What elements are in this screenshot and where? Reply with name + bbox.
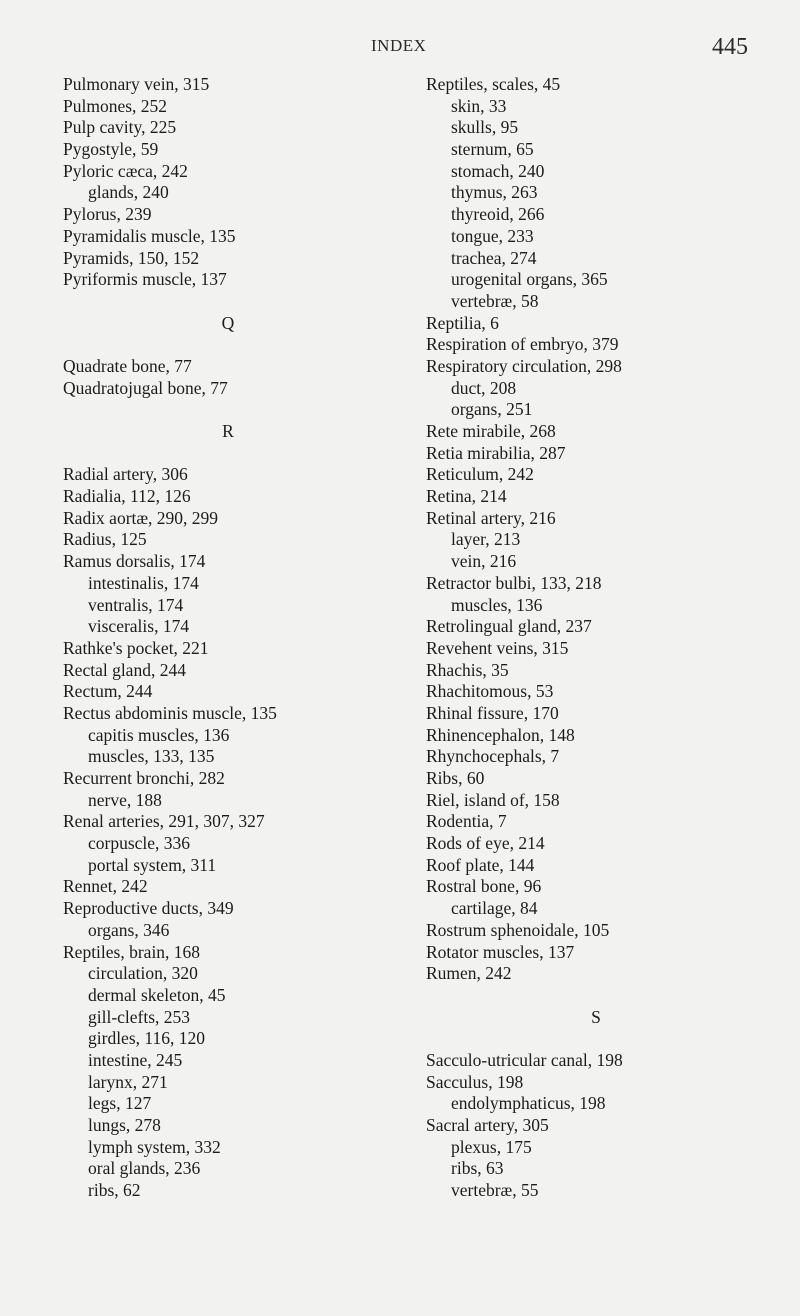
index-subentry: capitis muscles, 136 [88, 724, 230, 745]
index-column-left [63, 74, 393, 1202]
index-entry: Retrolingual gland, 237 [426, 616, 592, 637]
index-entry: Rennet, 242 [63, 876, 148, 897]
index-entry: Rectum, 244 [63, 681, 153, 702]
index-entry: Reptiles, brain, 168 [63, 941, 201, 962]
index-entry: Pyriformis muscle, 137 [63, 269, 227, 290]
index-entry: Sacculus, 198 [426, 1071, 524, 1092]
section-letter-heading: Q [221, 312, 235, 333]
index-entry: Rete mirabile, 268 [426, 421, 556, 441]
index-entry: Sacral artery, 305 [426, 1115, 549, 1135]
index-entry: Rathke's pocket, 221 [63, 637, 209, 658]
index-subentry: cartilage, 84 [451, 898, 538, 919]
index-entry: Rhynchocephals, 7 [426, 746, 560, 767]
index-entry: Rotator muscles, 137 [426, 941, 575, 962]
index-entry: Pylorus, 239 [63, 204, 152, 225]
index-entry: Pyloric cæca, 242 [63, 160, 188, 181]
index-entry: Riel, island of, 158 [426, 789, 560, 810]
index-entry: Radius, 125 [63, 529, 147, 550]
index-subentry: ribs, 63 [451, 1158, 504, 1179]
index-entry: Rhinencephalon, 148 [426, 724, 575, 745]
index-subentry: muscles, 133, 135 [88, 746, 215, 767]
index-subentry: intestine, 245 [88, 1049, 183, 1070]
index-subentry: legs, 127 [88, 1093, 152, 1114]
index-subentry: thymus, 263 [451, 182, 538, 203]
index-entry: Pygostyle, 59 [63, 139, 159, 160]
index-subentry: organs, 251 [451, 399, 533, 420]
index-subentry: tongue, 233 [451, 225, 534, 246]
index-subentry: dermal skeleton, 45 [88, 984, 226, 1005]
index-subentry: vertebræ, 55 [451, 1180, 539, 1201]
index-entry: Revehent veins, 315 [426, 637, 569, 658]
index-subentry: intestinalis, 174 [88, 572, 199, 593]
page-number: 445 [712, 34, 748, 60]
index-entry: Reptilia, 6 [426, 312, 499, 333]
index-subentry: organs, 346 [88, 919, 170, 940]
index-entry: Reproductive ducts, 349 [63, 898, 234, 919]
index-subentry: circulation, 320 [88, 963, 198, 984]
index-entry: Pulmonary vein, 315 [63, 74, 210, 94]
index-entry: Rhinal fissure, 170 [426, 702, 559, 723]
index-subentry: sternum, 65 [451, 139, 534, 160]
index-entry: Rectal gland, 244 [63, 659, 186, 680]
index-entry: Pyramids, 150, 152 [63, 247, 200, 268]
index-subentry: girdles, 116, 120 [88, 1028, 205, 1049]
index-entry: Retinal artery, 216 [426, 507, 556, 528]
page-header [0, 34, 800, 64]
index-subentry: skin, 33 [451, 95, 507, 116]
index-entry: Retractor bulbi, 133, 218 [426, 572, 602, 593]
index-entry: Radial artery, 306 [63, 464, 188, 485]
index-entry: Rumen, 242 [426, 963, 512, 984]
section-letter-heading: S [591, 1006, 601, 1027]
index-entry: Respiratory circulation, 298 [426, 355, 622, 376]
index-entry: Rhachitomous, 53 [426, 681, 554, 702]
index-entry: Ramus dorsalis, 174 [63, 551, 206, 572]
index-subentry: larynx, 271 [88, 1071, 168, 1092]
index-subentry: thyreoid, 266 [451, 204, 545, 225]
index-subentry: layer, 213 [451, 529, 521, 550]
index-entry: Reptiles, scales, 45 [426, 74, 561, 94]
index-subentry: glands, 240 [88, 182, 169, 203]
index-subentry: vertebræ, 58 [451, 290, 539, 311]
index-subentry: trachea, 274 [451, 247, 537, 268]
index-entry: Respiration of embryo, 379 [426, 334, 619, 355]
index-entry: Retina, 214 [426, 486, 507, 507]
index-subentry: oral glands, 236 [88, 1158, 201, 1179]
index-entry: Retia mirabilia, 287 [426, 442, 566, 463]
index-entry: Rectus abdominis muscle, 135 [63, 702, 277, 723]
index-subentry: urogenital organs, 365 [451, 269, 608, 290]
index-subentry: corpuscle, 336 [88, 833, 191, 854]
index-subentry: nerve, 188 [88, 789, 162, 810]
index-subentry: visceralis, 174 [88, 616, 190, 637]
index-entry: Quadrate bone, 77 [63, 355, 192, 376]
index-entry: Sacculo-utricular canal, 198 [426, 1049, 623, 1070]
index-entry: Rostrum sphenoidale, 105 [426, 919, 610, 940]
index-entry: Recurrent bronchi, 282 [63, 768, 225, 788]
index-subentry: vein, 216 [451, 551, 517, 572]
index-entry: Rods of eye, 214 [426, 833, 545, 854]
section-letter-heading: R [222, 421, 234, 441]
index-column-right [426, 74, 766, 1202]
index-subentry: lungs, 278 [88, 1115, 161, 1135]
index-entry: Rostral bone, 96 [426, 876, 542, 897]
running-header-title: INDEX [371, 36, 427, 55]
index-subentry: skulls, 95 [451, 117, 519, 138]
index-entry: Rhachis, 35 [426, 659, 509, 680]
index-entry: Reticulum, 242 [426, 464, 534, 485]
index-subentry: plexus, 175 [451, 1136, 532, 1157]
index-entry: Roof plate, 144 [426, 854, 535, 875]
index-subentry: stomach, 240 [451, 160, 545, 181]
index-entry: Renal arteries, 291, 307, 327 [63, 811, 265, 832]
index-entry: Pulmones, 252 [63, 95, 168, 116]
index-subentry: endolymphaticus, 198 [451, 1093, 606, 1114]
index-subentry: ventralis, 174 [88, 594, 184, 615]
index-subentry: gill-clefts, 253 [88, 1006, 191, 1027]
index-subentry: lymph system, 332 [88, 1136, 221, 1157]
index-entry: Rodentia, 7 [426, 811, 507, 832]
index-subentry: duct, 208 [451, 377, 517, 398]
index-entry: Radix aortæ, 290, 299 [63, 507, 219, 528]
index-subentry: portal system, 311 [88, 854, 217, 875]
index-entry: Pulp cavity, 225 [63, 117, 177, 138]
index-entry: Pyramidalis muscle, 135 [63, 225, 236, 246]
index-entry: Ribs, 60 [426, 768, 485, 788]
index-subentry: muscles, 136 [451, 594, 543, 615]
index-subentry: ribs, 62 [88, 1180, 141, 1201]
index-entry: Radialia, 112, 126 [63, 486, 191, 507]
index-entry: Quadratojugal bone, 77 [63, 377, 228, 398]
